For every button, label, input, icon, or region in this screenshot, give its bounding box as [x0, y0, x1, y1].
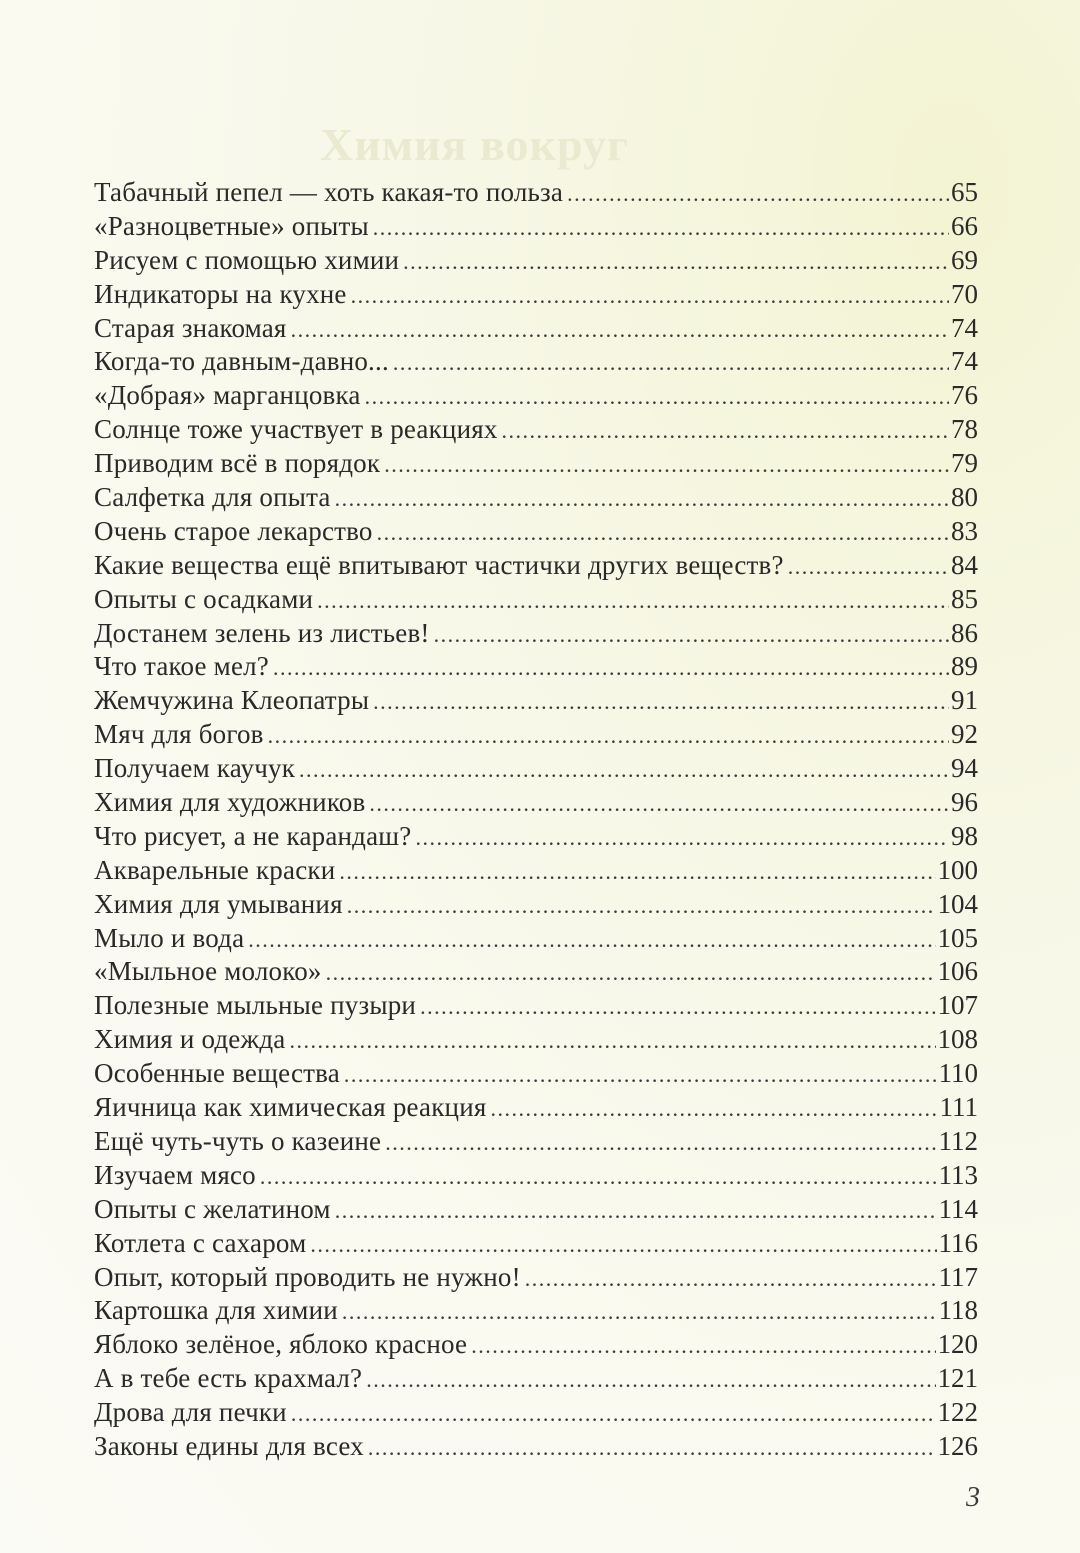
dot-leader [310, 1228, 936, 1262]
dot-leader [403, 245, 949, 279]
dot-leader [366, 1363, 935, 1397]
toc-entry [94, 786, 978, 820]
toc-entry [94, 989, 978, 1023]
dot-leader [347, 889, 936, 923]
toc-entry [94, 718, 978, 752]
toc-entry-title: Старая знакомая [94, 312, 287, 343]
toc-entry-page: 106 [937, 956, 978, 987]
toc-entry-page: 122 [937, 1397, 978, 1428]
dot-leader [326, 956, 936, 990]
toc-entry-page: 104 [937, 888, 978, 919]
toc-entry [94, 549, 978, 583]
toc-entry [94, 955, 978, 989]
toc-entry-page: 105 [937, 922, 978, 953]
toc-entry-title: Законы едины для всех [94, 1430, 364, 1461]
toc-entry-page: 126 [937, 1430, 978, 1461]
toc-entry [94, 1294, 978, 1328]
toc-entry [94, 922, 978, 956]
toc-entry [94, 888, 978, 922]
toc-entry-page: 86 [951, 617, 978, 648]
toc-entry-title: Яблоко зелёное, яблоко красное [94, 1329, 468, 1360]
dot-leader [471, 1329, 935, 1363]
toc-entry-page: 76 [951, 380, 978, 411]
toc-entry-page: 110 [938, 1058, 978, 1089]
toc-entry-page: 83 [951, 515, 978, 546]
toc-entry-page: 92 [951, 719, 978, 750]
dot-leader [248, 923, 935, 957]
toc-entry-page: 74 [951, 312, 978, 343]
toc-entry-title: Мыло и вода [94, 922, 245, 953]
toc-entry [94, 1261, 978, 1295]
toc-entry-title: Получаем каучук [94, 753, 296, 784]
toc-entry [94, 345, 978, 379]
page-number: 3 [966, 1482, 980, 1513]
toc-entry-page: 108 [937, 1024, 978, 1055]
toc-entry [94, 1159, 978, 1193]
toc-entry-title: «Мыльное молоко» [94, 956, 322, 987]
toc-entry-title: Мяч для богов [94, 719, 264, 750]
toc-entry-page: 112 [938, 1125, 978, 1156]
dot-leader [335, 1194, 937, 1228]
toc-entry [94, 176, 978, 210]
toc-entry-title: Акварельные краски [94, 854, 336, 885]
dot-leader [434, 618, 949, 652]
dot-leader [525, 1262, 937, 1296]
dot-leader [351, 279, 949, 313]
toc-entry [94, 1328, 978, 1362]
toc-entry-page: 98 [951, 820, 978, 851]
toc-entry [94, 617, 978, 651]
toc-entry-page: 91 [951, 685, 978, 716]
toc-entry-title: Очень старое лекарство [94, 515, 373, 546]
toc-entry [94, 481, 978, 515]
dot-leader [289, 1024, 935, 1058]
toc-entry-title: Изучаем мясо [94, 1159, 256, 1190]
toc-entry-page: 114 [938, 1193, 978, 1224]
toc-entry-page: 117 [938, 1261, 978, 1292]
toc-entry-title: Салфетка для опыта [94, 482, 331, 513]
toc-entry-title: Табачный пепел — хоть какая-то польза [94, 177, 564, 207]
toc-entry-page: 78 [951, 414, 978, 445]
toc-entry-page: 113 [938, 1159, 978, 1190]
toc-entry [94, 312, 978, 346]
toc-entry-title: Жемчужина Клеопатры [94, 685, 370, 716]
toc-entry [94, 684, 978, 718]
toc-entry [94, 1227, 978, 1261]
toc-entry-page: 66 [951, 210, 978, 241]
toc-entry-title: Картошка для химии [94, 1295, 338, 1326]
toc-entry-title: Полезные мыльные пузыри [94, 990, 417, 1021]
dot-leader [377, 516, 949, 550]
toc-entry-page: 121 [937, 1363, 978, 1394]
toc-entry-page: 100 [937, 854, 978, 885]
dot-leader [335, 482, 949, 516]
toc-entry [94, 379, 978, 413]
toc-entry-page: 85 [951, 583, 978, 614]
toc-entry-title: Что такое мел? [94, 651, 269, 682]
dot-leader [342, 1295, 937, 1329]
toc-entry-title: Достанем зелень из листьев! [94, 617, 430, 648]
toc-entry-page: 118 [938, 1295, 978, 1326]
toc-entry [94, 210, 978, 244]
toc-entry-title: Химия для художников [94, 787, 366, 818]
dot-leader [299, 753, 949, 787]
toc-entry-title: Опыт, который проводить не нужно! [94, 1261, 521, 1292]
toc-entry [94, 1396, 978, 1430]
toc-entry-title: Что рисует, а не карандаш? [94, 820, 412, 851]
toc-entry-title: Дрова для печки [94, 1397, 287, 1428]
table-of-contents [94, 176, 978, 1464]
toc-entry-title: Приводим всё в порядок [94, 448, 381, 479]
toc-entry-page: 65 [951, 177, 978, 207]
dot-leader [788, 550, 949, 584]
dot-leader [273, 651, 949, 685]
dot-leader [291, 313, 949, 347]
toc-entry-title: Индикаторы на кухне [94, 278, 347, 309]
toc-entry-title: «Разноцветные» опыты [94, 210, 369, 241]
dot-leader [365, 380, 949, 414]
toc-entry-page: 94 [951, 753, 978, 784]
dot-leader [373, 685, 949, 719]
toc-entry-page: 96 [951, 787, 978, 818]
dot-leader [268, 719, 949, 753]
toc-entry-page: 116 [938, 1227, 978, 1258]
toc-entry-title: Химия для умывания [94, 888, 343, 919]
toc-entry [94, 820, 978, 854]
dot-leader [490, 1092, 937, 1126]
toc-entry-title: Химия и одежда [94, 1024, 286, 1055]
toc-entry-page: 89 [951, 651, 978, 682]
toc-entry [94, 244, 978, 278]
toc-entry [94, 515, 978, 549]
toc-entry [94, 1193, 978, 1227]
dot-leader [420, 990, 935, 1024]
dot-leader [567, 177, 949, 211]
dot-leader [317, 584, 949, 618]
toc-entry-title: Особенные вещества [94, 1058, 340, 1089]
toc-entry [94, 413, 978, 447]
toc-entry [94, 1057, 978, 1091]
toc-entry [94, 1430, 978, 1464]
toc-entry [94, 447, 978, 481]
toc-entry [94, 1091, 978, 1125]
toc-entry-title: А в тебе есть крахмал? [94, 1363, 363, 1394]
dot-leader [291, 1397, 936, 1431]
dot-leader [415, 821, 949, 855]
dot-leader [502, 414, 949, 448]
toc-entry-page: 74 [951, 346, 978, 377]
toc-entry-page: 79 [951, 448, 978, 479]
dot-leader [339, 855, 935, 889]
toc-entry-page: 84 [951, 549, 978, 580]
toc-entry-page: 111 [939, 1092, 978, 1123]
toc-entry-title: Яичница как химическая реакция [94, 1092, 487, 1123]
dot-leader [344, 1058, 937, 1092]
dot-leader [373, 211, 949, 245]
dot-leader [260, 1160, 937, 1194]
toc-entry-title: Солнце тоже участвует в реакциях [94, 414, 498, 445]
toc-entry-title: Какие вещества ещё впитывают частички других веществ? [94, 549, 784, 580]
toc-entry-title: Ещё чуть-чуть о казеине [94, 1125, 382, 1156]
dot-leader [393, 346, 949, 380]
toc-entry-title: Рисуем с помощью химии [94, 244, 400, 275]
dot-leader [368, 1431, 936, 1465]
toc-entry-title: Котлета с сахаром [94, 1227, 307, 1258]
toc-entry [94, 278, 978, 312]
toc-entry-title: Опыты с желатином [94, 1193, 331, 1224]
toc-entry [94, 1125, 978, 1159]
toc-entry-title: Опыты с осадками [94, 583, 314, 614]
dot-leader [385, 1126, 936, 1160]
toc-entry [94, 583, 978, 617]
toc-entry [94, 1023, 978, 1057]
toc-entry [94, 752, 978, 786]
toc-entry-title: «Добрая» марганцовка [94, 380, 361, 411]
toc-entry [94, 650, 978, 684]
toc-entry-title: Когда-то давным-давно... [94, 346, 389, 377]
toc-entry [94, 1362, 978, 1396]
toc-entry-page: 80 [951, 482, 978, 513]
toc-entry [94, 854, 978, 888]
toc-entry-page: 69 [951, 244, 978, 275]
toc-entry-page: 120 [937, 1329, 978, 1360]
toc-entry-page: 70 [951, 278, 978, 309]
dot-leader [384, 448, 949, 482]
dot-leader [369, 787, 949, 821]
toc-entry-page: 107 [937, 990, 978, 1021]
bleed-through-heading: Химия вокруг [320, 119, 629, 170]
